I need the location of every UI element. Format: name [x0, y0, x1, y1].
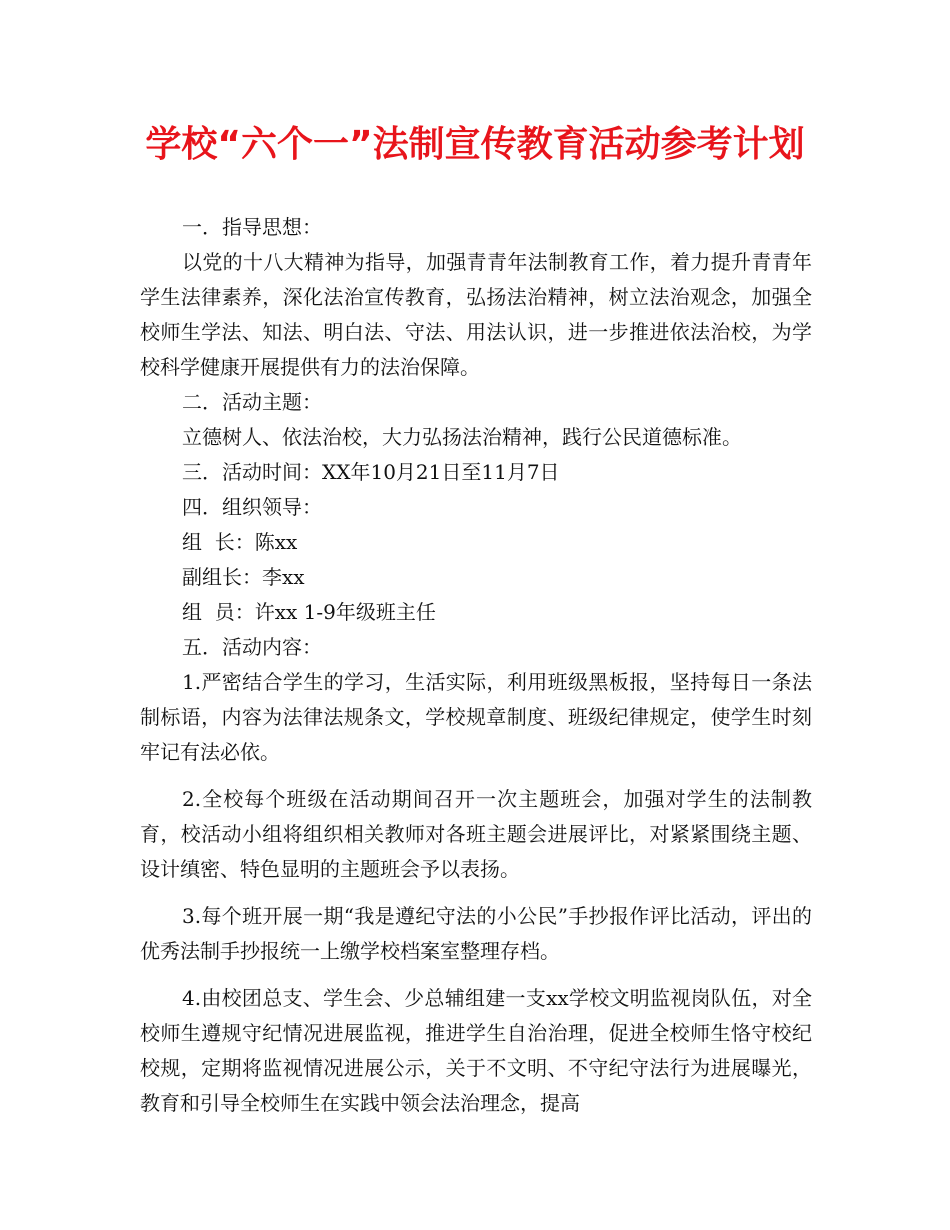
- content-item-1: 1.严密结合学生的学习，生活实际，利用班级黑板报，坚持每日一条法制标语，内容为法律法规条文，学校规章制度、班级纪律规定，使学生时刻牢记有法必依。: [140, 670, 812, 764]
- section-heading-content: 五．活动内容：: [182, 635, 322, 659]
- leadership-leader: 组 长：陈xx: [182, 530, 298, 554]
- section-heading-time: 三．活动时间：XX年10月21日至11月7日: [182, 460, 560, 484]
- document-body: [140, 210, 812, 1121]
- document-title: 学校“六个一”法制宣传教育活动参考计划: [145, 124, 805, 165]
- paragraph-theme: 立德树人、依法治校，大力弘扬法治精神，践行公民道德标准。: [182, 425, 742, 449]
- content-item-4: 4.由校团总支、学生会、少总辅组建一支xx学校文明监视岗队伍，对全校师生遵规守纪情况进展监视，推进学生自治治理，促进全校师生恪守校纪校规，定期将监视情况进展公示，关于不文明、不守纪守法行为进展曝光，教育和引导全校师生在实践中领会法治理念，提高: [140, 986, 812, 1115]
- leadership-deputy: 副组长：李xx: [182, 565, 305, 589]
- section-heading-theme: 二．活动主题：: [182, 390, 322, 414]
- section-heading-guiding-thought: 一．指导思想：: [182, 215, 322, 239]
- paragraph-guiding-thought: 以党的十八大精神为指导，加强青青年法制教育工作，着力提升青青年学生法律素养，深化法治宣传教育，弘扬法治精神，树立法治观念，加强全校师生学法、知法、明白法、守法、用法认识，进一步推进依法治校，为学校科学健康开展提供有力的法治保障。: [140, 250, 812, 379]
- content-item-3: 3.每个班开展一期“我是遵纪守法的小公民”手抄报作评比活动，评出的优秀法制手抄报统一上缴学校档案室整理存档。: [140, 904, 812, 963]
- leadership-members: 组 员：许xx 1-9年级班主任: [182, 600, 436, 624]
- content-item-2: 2.全校每个班级在活动期间召开一次主题班会，加强对学生的法制教育，校活动小组将组织相关教师对各班主题会进展评比，对紧紧围绕主题、设计缜密、特色显明的主题班会予以表扬。: [140, 787, 812, 881]
- section-heading-leadership: 四．组织领导：: [182, 495, 322, 519]
